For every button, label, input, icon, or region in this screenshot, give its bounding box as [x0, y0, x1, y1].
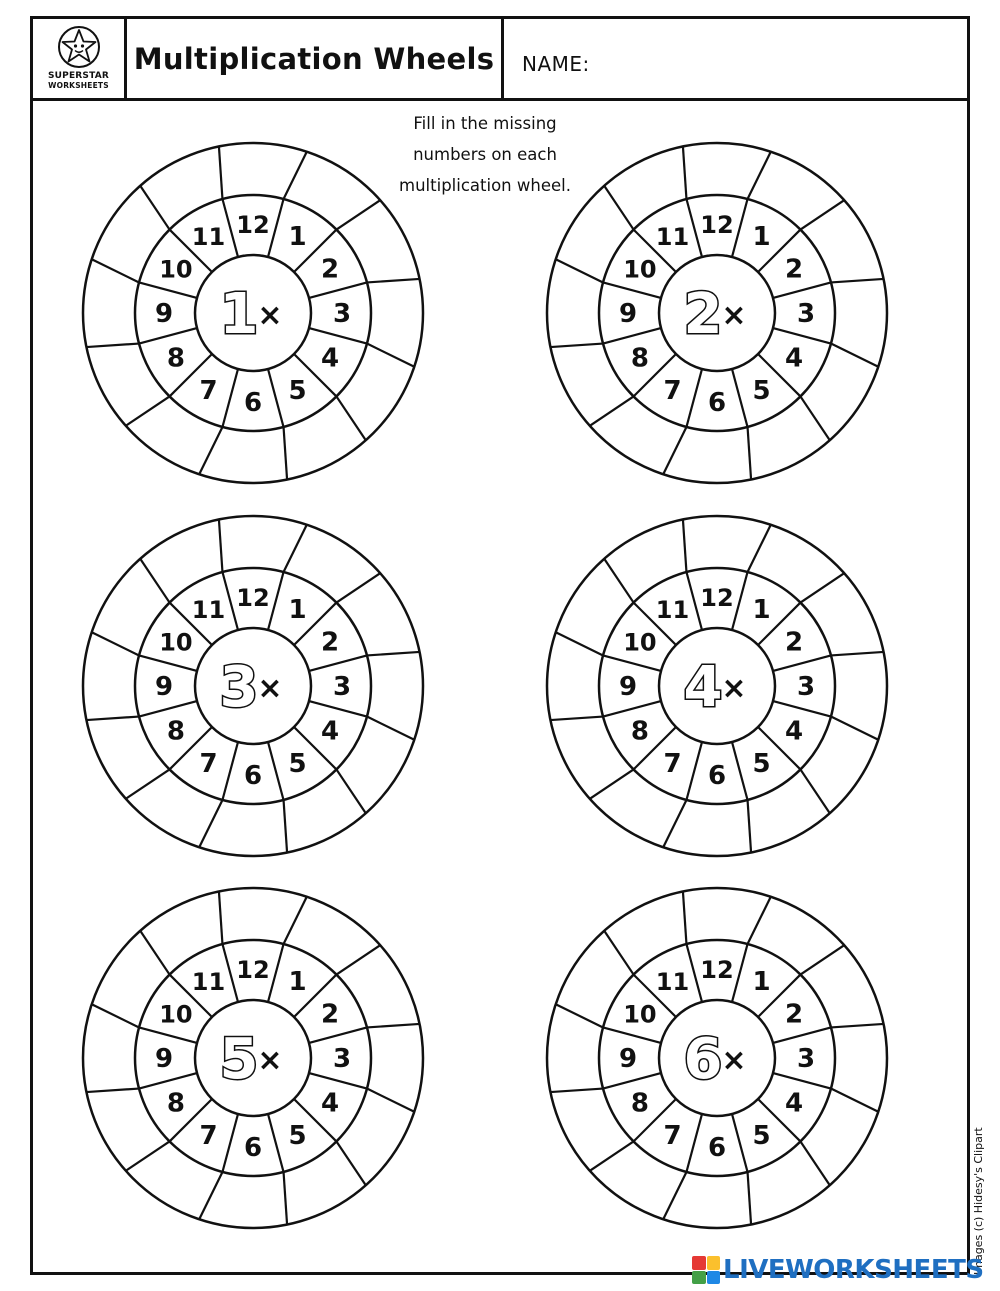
answer-cell[interactable]	[305, 168, 345, 208]
answer-cell[interactable]	[769, 418, 809, 458]
logo-text-superstar: SUPERSTAR	[47, 71, 110, 81]
answer-cell[interactable]	[769, 1163, 809, 1203]
wheel-number-9: 9	[154, 1044, 174, 1074]
answer-cell[interactable]	[305, 791, 345, 831]
answer-cell[interactable]	[822, 738, 862, 778]
wheel-number-10: 10	[623, 1000, 657, 1029]
wheel-number-11: 11	[655, 595, 690, 624]
wheel-number-7: 7	[663, 749, 682, 780]
answer-cell[interactable]	[108, 966, 148, 1006]
answer-cell[interactable]	[161, 418, 201, 458]
answer-cell[interactable]	[305, 418, 345, 458]
wheel-number-2: 2	[321, 627, 340, 658]
answer-cell[interactable]	[233, 149, 273, 189]
answer-cell[interactable]	[233, 1182, 273, 1222]
wheel-number-7: 7	[199, 376, 218, 407]
wheel-number-8: 8	[166, 716, 185, 747]
wheel-number-2: 2	[785, 999, 804, 1030]
wheel-number-4: 4	[785, 1088, 804, 1119]
answer-cell[interactable]	[108, 594, 148, 634]
answer-cell[interactable]	[108, 365, 148, 405]
answer-cell[interactable]	[625, 913, 665, 953]
answer-cell[interactable]	[822, 1110, 862, 1150]
answer-cell[interactable]	[233, 810, 273, 850]
answer-cell[interactable]	[89, 293, 129, 333]
wheel-number-3: 3	[796, 672, 816, 702]
answer-cell[interactable]	[377, 666, 417, 706]
wheel-center-number: 6	[683, 1027, 723, 1092]
answer-cell[interactable]	[572, 1110, 612, 1150]
wheel-number-6: 6	[707, 761, 727, 791]
wheel-number-7: 7	[199, 749, 218, 780]
answer-cell[interactable]	[769, 913, 809, 953]
wheel-number-8: 8	[630, 716, 649, 747]
wheel-number-7: 7	[199, 1121, 218, 1152]
wheel-1	[83, 143, 423, 483]
answer-cell[interactable]	[553, 293, 593, 333]
wheel-number-2: 2	[785, 627, 804, 658]
wheel-number-11: 11	[191, 967, 226, 996]
multiply-sign: ×	[721, 1043, 747, 1078]
answer-cell[interactable]	[697, 810, 737, 850]
answer-cell[interactable]	[822, 365, 862, 405]
answer-cell[interactable]	[358, 594, 398, 634]
wheel-5	[83, 888, 423, 1228]
answer-cell[interactable]	[108, 221, 148, 261]
answer-cell[interactable]	[108, 1110, 148, 1150]
wheel-4	[547, 516, 887, 856]
answer-cell[interactable]	[161, 913, 201, 953]
answer-cell[interactable]	[697, 1182, 737, 1222]
logo-text-worksheets: WORKSHEETS	[48, 81, 109, 90]
wheel-number-4: 4	[785, 343, 804, 374]
wheel-number-10: 10	[159, 628, 193, 657]
answer-cell[interactable]	[358, 221, 398, 261]
instruction-line: multiplication wheel.	[399, 176, 571, 195]
wheel-number-1: 1	[288, 221, 307, 252]
wheel-3	[83, 516, 423, 856]
wheel-number-1: 1	[752, 594, 771, 625]
wheel-number-1: 1	[752, 221, 771, 252]
wheel-number-9: 9	[618, 672, 638, 702]
wheel-number-10: 10	[623, 255, 657, 284]
answer-cell[interactable]	[769, 168, 809, 208]
wheel-6	[547, 888, 887, 1228]
answer-cell[interactable]	[358, 966, 398, 1006]
wheel-number-5: 5	[288, 749, 307, 780]
wheel-number-2: 2	[321, 999, 340, 1030]
multiply-sign: ×	[257, 1043, 283, 1078]
multiply-sign: ×	[721, 671, 747, 706]
wheel-number-3: 3	[332, 672, 352, 702]
wheel-number-1: 1	[288, 594, 307, 625]
wheel-number-6: 6	[243, 761, 263, 791]
wheel-number-5: 5	[752, 376, 771, 407]
wheel-number-3: 3	[796, 299, 816, 329]
wheel-number-9: 9	[618, 299, 638, 329]
answer-cell[interactable]	[161, 541, 201, 581]
wheel-number-7: 7	[663, 376, 682, 407]
multiply-sign: ×	[257, 298, 283, 333]
answer-cell[interactable]	[697, 437, 737, 477]
answer-cell[interactable]	[161, 168, 201, 208]
answer-cell[interactable]	[625, 418, 665, 458]
wheel-number-5: 5	[752, 1121, 771, 1152]
wheel-number-1: 1	[752, 966, 771, 997]
wheel-number-6: 6	[243, 1133, 263, 1163]
wheel-number-9: 9	[154, 672, 174, 702]
answer-cell[interactable]	[625, 791, 665, 831]
answer-cell[interactable]	[233, 522, 273, 562]
answer-cell[interactable]	[769, 791, 809, 831]
answer-cell[interactable]	[358, 1110, 398, 1150]
answer-cell[interactable]	[233, 437, 273, 477]
answer-cell[interactable]	[822, 966, 862, 1006]
multiply-sign: ×	[257, 671, 283, 706]
instruction-line: Fill in the missing	[413, 114, 557, 133]
answer-cell[interactable]	[305, 1163, 345, 1203]
wheel-number-8: 8	[630, 1088, 649, 1119]
wheel-center-number: 1	[219, 282, 259, 347]
wheel-number-7: 7	[663, 1121, 682, 1152]
wheel-number-11: 11	[655, 967, 690, 996]
wheel-center-number: 5	[219, 1027, 259, 1092]
wheel-number-2: 2	[785, 254, 804, 285]
wheel-number-8: 8	[166, 1088, 185, 1119]
wheel-number-4: 4	[321, 716, 340, 747]
wheel-number-11: 11	[655, 222, 690, 251]
answer-cell[interactable]	[161, 791, 201, 831]
wheel-number-2: 2	[321, 254, 340, 285]
answer-cell[interactable]	[841, 666, 881, 706]
wheel-number-3: 3	[332, 1044, 352, 1074]
answer-cell[interactable]	[697, 149, 737, 189]
wheel-number-4: 4	[321, 343, 340, 374]
page-title: Multiplication Wheels	[133, 41, 495, 76]
answer-cell[interactable]	[572, 738, 612, 778]
answer-cell[interactable]	[358, 365, 398, 405]
wheel-number-8: 8	[166, 343, 185, 374]
name-label: NAME:	[522, 52, 590, 76]
wheel-number-12: 12	[236, 584, 270, 612]
answer-cell[interactable]	[625, 1163, 665, 1203]
liveworksheets-icon	[692, 1256, 720, 1284]
answer-cell[interactable]	[89, 1038, 129, 1078]
liveworksheets-logo	[692, 1254, 984, 1286]
wheel-number-1: 1	[288, 966, 307, 997]
answer-cell[interactable]	[572, 966, 612, 1006]
wheel-number-4: 4	[321, 1088, 340, 1119]
wheel-number-6: 6	[707, 388, 727, 418]
answer-cell[interactable]	[697, 522, 737, 562]
wheel-number-12: 12	[236, 956, 270, 984]
answer-cell[interactable]	[553, 1038, 593, 1078]
liveworksheets-brand: LIVEWORKSHEETS	[723, 1255, 984, 1285]
wheel-center-number: 2	[683, 282, 723, 347]
multiply-sign: ×	[721, 298, 747, 333]
wheel-number-12: 12	[700, 956, 734, 984]
wheel-number-6: 6	[243, 388, 263, 418]
answer-cell[interactable]	[89, 666, 129, 706]
wheel-2	[547, 143, 887, 483]
wheel-number-11: 11	[191, 595, 226, 624]
answer-cell[interactable]	[358, 738, 398, 778]
answer-cell[interactable]	[841, 1038, 881, 1078]
answer-cell[interactable]	[769, 541, 809, 581]
wheel-number-8: 8	[630, 343, 649, 374]
answer-cell[interactable]	[841, 293, 881, 333]
wheel-number-4: 4	[785, 716, 804, 747]
answer-cell[interactable]	[161, 1163, 201, 1203]
instruction-line: numbers on each	[413, 145, 557, 164]
wheel-number-12: 12	[700, 584, 734, 612]
wheel-number-9: 9	[618, 1044, 638, 1074]
answer-cell[interactable]	[377, 1038, 417, 1078]
answer-cell[interactable]	[572, 365, 612, 405]
wheel-center-number: 4	[683, 655, 723, 720]
answer-cell[interactable]	[822, 221, 862, 261]
answer-cell[interactable]	[572, 221, 612, 261]
answer-cell[interactable]	[553, 666, 593, 706]
answer-cell[interactable]	[625, 168, 665, 208]
answer-cell[interactable]	[822, 594, 862, 634]
wheel-number-5: 5	[288, 1121, 307, 1152]
answer-cell[interactable]	[697, 894, 737, 934]
answer-cell[interactable]	[625, 541, 665, 581]
answer-cell[interactable]	[572, 594, 612, 634]
wheel-number-10: 10	[159, 1000, 193, 1029]
wheel-number-5: 5	[288, 376, 307, 407]
wheel-number-6: 6	[707, 1133, 727, 1163]
wheel-number-3: 3	[796, 1044, 816, 1074]
answer-cell[interactable]	[305, 913, 345, 953]
wheel-number-10: 10	[159, 255, 193, 284]
wheel-number-12: 12	[700, 211, 734, 239]
answer-cell[interactable]	[377, 293, 417, 333]
wheel-number-12: 12	[236, 211, 270, 239]
answer-cell[interactable]	[305, 541, 345, 581]
wheel-number-3: 3	[332, 299, 352, 329]
answer-cell[interactable]	[108, 738, 148, 778]
wheel-number-5: 5	[752, 749, 771, 780]
wheel-number-9: 9	[154, 299, 174, 329]
image-credit: Images (c) Hidesy's Clipart	[972, 1127, 985, 1275]
answer-cell[interactable]	[233, 894, 273, 934]
wheel-number-10: 10	[623, 628, 657, 657]
wheel-center-number: 3	[219, 655, 259, 720]
wheel-number-11: 11	[191, 222, 226, 251]
